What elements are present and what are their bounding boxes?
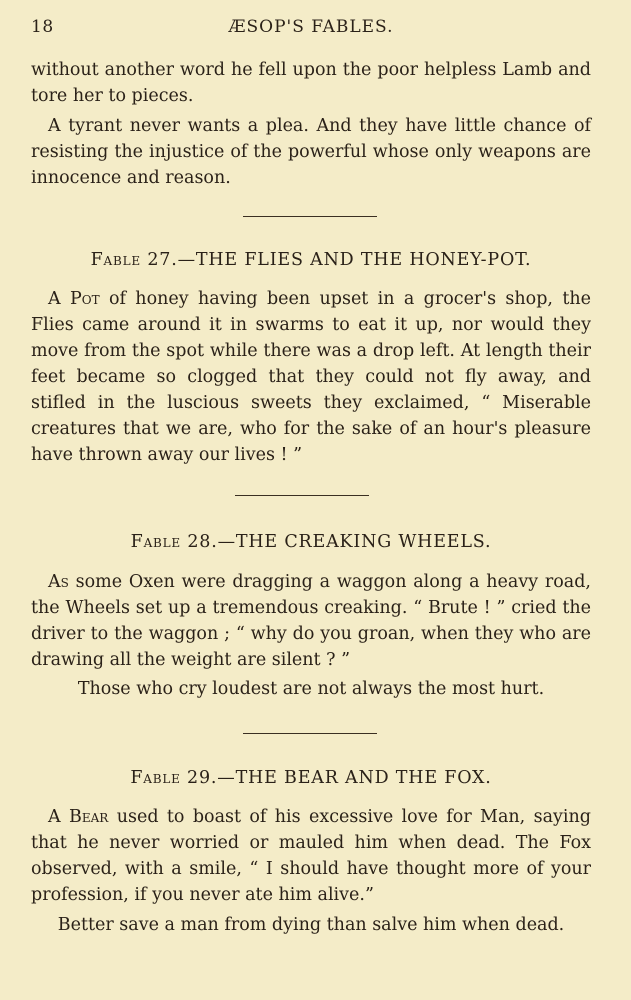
fable-28-label: Fable 28. [130, 532, 218, 552]
fable-27-name: —THE FLIES AND THE HONEY-POT. [177, 250, 532, 270]
fable-28-opening: As [48, 572, 69, 592]
fable-28-moral: Those who cry loudest are not always the most hurt. [77, 679, 545, 699]
fable-27-title [31, 250, 591, 270]
fable-29-label: Fable 29. [130, 768, 218, 788]
fable-28-text [31, 569, 591, 673]
section-divider [243, 216, 377, 217]
fable-28-body: some Oxen were dragging a waggon along a heavy road, the Wheels set up a tremendous creaking. “ Brute ! ” cried the driver to the waggon ; “ why do you groan, when they who are drawing all the weight are silent ? ” [31, 572, 591, 670]
fable-27-body: of honey having been upset in a grocer's shop, the Flies came around it in swarms to eat it up, nor would they move from the spot while there was a drop left. At length their feet became so clogged that they could not fly away, and stifled in the luscious sweets they exclaimed, “ Miserable creatures that we are, who for the sake of an hour's pleasure have thrown away our lives ! ” [31, 289, 591, 465]
previous-fable-moral: A tyrant never wants a plea. And they have little chance of resisting the injustice of the powerful whose only weapons are innocence and reason. [31, 116, 591, 188]
fable-27-opening: A Pot [48, 289, 100, 309]
fable-28-name: —THE CREAKING WHEELS. [217, 532, 492, 552]
section-divider [235, 495, 369, 496]
running-head: ÆSOP'S FABLES. [228, 17, 394, 37]
fable-29-opening: A Bear [48, 807, 109, 827]
fable-29-name: —THE BEAR AND THE FOX. [217, 768, 492, 788]
fable-29-title [31, 768, 591, 788]
fable-27-label: Fable 27. [90, 250, 178, 270]
fable-29-moral: Better save a man from dying than salve him when dead. [57, 915, 565, 935]
previous-fable-continuation: without another word he fell upon the poor helpless Lamb and tore her to pieces. [31, 60, 591, 106]
page-header [31, 17, 591, 41]
section-divider [243, 733, 377, 734]
page-number: 18 [31, 17, 54, 37]
fable-29-text [31, 804, 591, 908]
fable-28-title [31, 532, 591, 552]
fable-29-body: used to boast of his excessive love for Man, saying that he never worried or mauled him when dead. The Fox observed, with a smile, “ I should have thought more of your profession, if you never ate him alive.” [31, 807, 591, 905]
fable-27-text [31, 286, 591, 468]
